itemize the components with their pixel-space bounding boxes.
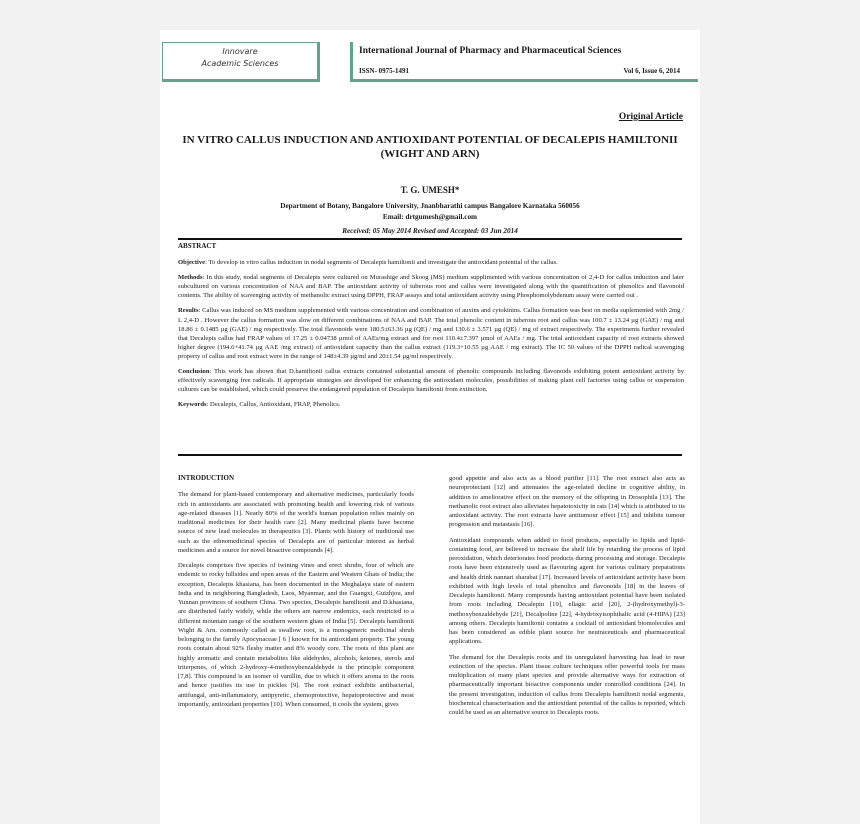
methods-text: : In this study, nodal segments of Decalepis were cultured on Murashige and Skoog (MS) medium supplimented with various concentration of 2,4-D for callus induction and later subcultured on various concentration of NAA and BAP. The antioxidant activity of tuberous root and callus were investigated along with the quantification of phenolics and flavonoid contents. The ability of scavenging activity of methanolic extract using DPPH, FRAP assays and total antioxidant activity using Phosphomolybdenum assay were carried out . <box>178 274 684 300</box>
author: T. G. UMESH* <box>400 185 460 195</box>
body-paragraph: The demand for the Decalepis roots and its unregulated harvesting has lead to near extinction of the species. Plant tissue culture techniques offer powerful tools for mass multiplication of many plant species and provide alternative ways for extraction of pharmaceutically important bioactive components under controlled conditions [24]. In the present investigation, induction of callus from Decalepis hamiltonii nodal segments, biochemical characterisation and the antioxidant potential of the callus is reported, which could be used as an alternative source to Decalepis roots. <box>449 653 685 716</box>
affiliation-block <box>178 201 682 223</box>
objective-label: Objective <box>178 259 206 267</box>
issn: ISSN- 0975-1491 <box>359 67 409 75</box>
methods-label: Methods <box>178 274 203 282</box>
volume-issue: Vol 6, Issue 6, 2014 <box>623 67 680 75</box>
abstract-top-rule <box>178 238 682 240</box>
journal-header <box>350 42 698 82</box>
logo-line-2: Academic Sciences <box>201 59 279 68</box>
logo-line-1: Innovare <box>222 47 258 56</box>
body-paragraph: Decalepis comprises five species of twining vines and erect shrubs, four of which are endemic to rocky hillsides and open areas of the Eastern and Western Ghats of India; the exception, Decalepis khasiana, has been documented in the Meghalaya state of eastern India and in neighboring Bangladesh, Laos, Myanmar, and the Guangxi, Guizhjou, and Yunnan provinces of southern China. Two species, Decalepis hamiltonii and D.khasiana, are distributed fairly widely, while the others are narrow endemics, each restricted to a different mountain range of the southern western ghats of India [5]. Decalepis hamiltonii Wight & Arn. commonly called as swallow root, is a monogeneric medicinal shrub belonging to the family Apocynaceae [ 6 ] known for its antioxidant property. The young roots contain about 92% fleshy matter and 8% woody core. The roots of this plant are highly aromatic and contain metabolites like aldehydes, alcohols, ketones, sterols and triterpenes, of which 2-hydroxy-4-methoxybenzaldehyde is the principle component [7,8]. This compound is an isomer of vanillin, due to which it offers aroma to the roots and hence justifies its use in pickles [9]. The root extract exhibits antibacterial, antifungal, anti-inflammatory, antipyretic, chemoprotective, hepatoprotective and most importantly, antioxidant properties [10]. When consumed, it cools the system, gives <box>178 562 414 708</box>
abstract-objective <box>178 258 684 267</box>
keywords-text: : Decalepis, Callus, Antioxidant, FRAP, Phenolics. <box>206 401 341 409</box>
article-type: Original Article <box>618 112 683 122</box>
body-paragraph: good appetite and also acts as a blood purifier [11]. The root extract also acts as neuroprotectant [12] and attenuates the age-related decline in cognitive ability, in addition to ameliorative effect on the memory of the offspring in Drosophila [13]. The methanolic root extract also alleviates hepatotoxicity in rats [14] which is attributed to its antioxidant activity. The root extracts have antitumour effect [15] and inhibits tumour progression and metastasis [16]. <box>449 475 685 529</box>
abstract <box>178 242 684 415</box>
abstract-results <box>178 306 684 361</box>
abstract-conclusion <box>178 367 684 394</box>
results-label: Results <box>178 307 199 315</box>
abstract-heading: ABSTRACT <box>178 242 217 250</box>
received-dates: Received: 05 May 2014 Revised and Accepted: 03 Jun 2014 <box>342 227 518 235</box>
conclusion-text: : This work has shown that D.hamiltonii callus extracts contained substantial amount of phenolic compounds including flavonoids exhibiting potent antioxidant activity by effectively scavenging free radicals. If appropriate strategies are developed for enhancing the antioxidant molecules, possibilities of making plant cell factories using callus or suspension cultures can be established, which could preserve the endangered population of Decalepis hamiltonii from extinction. <box>178 368 684 394</box>
introduction-heading: INTRODUCTION <box>178 474 235 482</box>
body-column-right <box>449 474 685 723</box>
affiliation: Department of Botany, Bangalore University, Jnanbharathi campus Bangalore Karnataka 560056 <box>280 202 580 210</box>
body-paragraph: The demand for plant-based contemporary and alternative medicines, particularly foods rich in antioxidants are associated with promoting health and lowering risk of various age-related diseases [1]. Nearly 80% of the world's human population relies mainly on traditional medicines for their health care [2]. Many medicinal plants have become source of new lead molecules in therapeutics [3]. Plants with history of traditional use such as the ethnomedicinal species of Decalepis are of particular interest as herbal medicines and a source for novel bioactive compounds [4]. <box>178 491 414 554</box>
objective-text: : To develop in vitro callus induction in nodal segments of Decalepis hamiltonii and investigate the antioxidant potential of the callus. <box>205 259 558 267</box>
abstract-keywords <box>178 400 684 409</box>
conclusion-label: Conclusion <box>178 368 210 376</box>
keywords-label: Keywords <box>178 401 207 409</box>
results-text: : Callus was induced on MS medium supplemented with various concentration and combination of auxins and cytokinins. Callus formation was best on media suplemented with 2mg / L 2,4-D . However the callus formation was slow on different combinations of NAA and BAP. The total phenolic content in tuberous root and callus was 100.7 ± 13.24 µg (GAE) / mg and 18.86 ± 0.1485 µg (GAE) / mg respectively. The total flavonoids were 180.5±63.36 µg (QE) / mg and 130.6 ± 3.571 µg (QE) / mg of extract respectively. The experiments further revealed that Decalepis callus had FRAP values of 17.25 ± 0.04738 µmol of AAEs/mg extract and for root 110.4±7.397 µmol of AAEs / mg. The total antioxidant capacity of root extracts showed higher degree (194.6+41.74 µg AAE /mg extract) of antioxidant capacity than the callus extract (119.3+10.55 µg AAE / mg extract). The IC 50 values of the DPPH radical scavenging property of callus and root extract were in the range of 148±4.39 µg/ml and 20±1.54 µg/ml respectively. <box>178 307 684 360</box>
abstract-bottom-rule <box>178 454 682 456</box>
abstract-methods <box>178 273 684 300</box>
body-column-left <box>178 474 414 715</box>
article-title: IN VITRO CALLUS INDUCTION AND ANTIOXIDANT POTENTIAL OF DECALEPIS HAMILTONII (WIGHT AND ARN) <box>182 134 678 160</box>
email: Email: drtgumesh@gmail.com <box>382 213 478 221</box>
publisher-logo <box>162 42 320 82</box>
journal-name: International Journal of Pharmacy and Pharmaceutical Sciences <box>359 46 622 56</box>
body-paragraph: Antioxidant compounds when added to food products, especially to lipids and lipid-containing food, are believed to increase the shelf life by retarding the process of lipid peroxidation, which deteriorates food products during processing and storage. Decalepis roots have been extensively used as flavouring agent for various culinary preparations and health drink nannari sharabat [17]. Increased levels of antioxidant activity have been exhibited with high levels of total phenolics and flavonoids [18] in the leaves of Decalepis hamiltonii. Many compounds having antioxidant potential have been isolated from roots including Decalepin [19], ellagic acid [20], 2-(hydroxymethyl)-3-methoxybenzaldehyde [21], Decalpoline [22], 4-hydroxyisophthalic acid (4-HIPA) [23] among others. Decalepis hamiltonii contains a cocktail of antioxidant biomolecules and has been considered as edible plant source for neutraceuticals and pharmaceutical applications. <box>449 536 685 646</box>
